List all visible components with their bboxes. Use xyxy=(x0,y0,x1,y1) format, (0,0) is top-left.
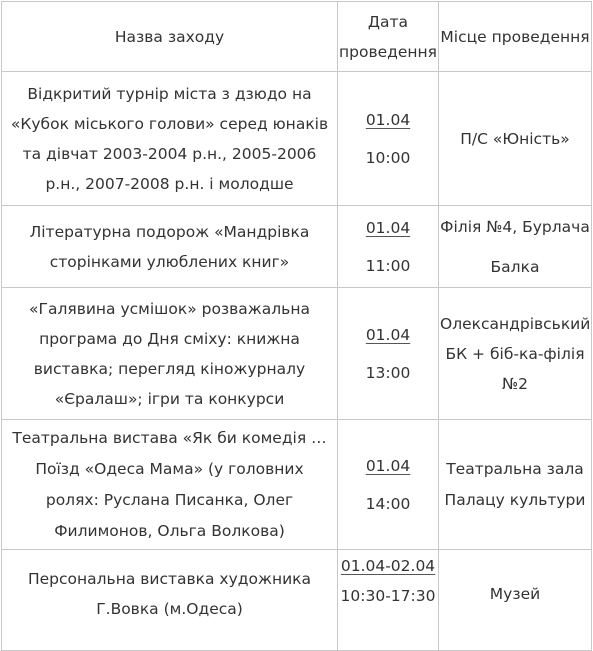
event-name: «Галявина усмішок» розважальна програма до Дня сміху: книжна виставка; перегляд кіножурналу «Єралаш»; ігри та конкурси xyxy=(2,288,338,420)
event-name: Відкритий турнір міста з дзюдо на «Кубок міського голови» серед юнаків та дівчат 2003-2004 р.н., 2005-2006 р.н., 2007-2008 р.н. і молодше xyxy=(2,72,338,206)
header-date: Дата проведення xyxy=(338,2,439,72)
event-place: П/С «Юність» xyxy=(439,72,592,206)
event-datetime xyxy=(338,206,439,288)
event-name: Літературна подорож «Мандрівка сторінками улюблених книг» xyxy=(2,206,338,288)
event-date: 01.04 xyxy=(365,456,411,475)
event-place: Філія №4, Бурлача Балка xyxy=(439,206,592,288)
event-name: Театральна вистава «Як би комедія … Поїзд «Одеса Мама» (у головних ролях: Руслана Писанка, Олег Филимонов, Ольга Волкова) xyxy=(2,420,338,550)
table-row xyxy=(2,420,592,550)
event-date: 01.04-02.04 xyxy=(340,557,436,575)
events-table-container xyxy=(1,1,592,651)
event-datetime xyxy=(338,288,439,420)
table-header-row xyxy=(2,2,592,72)
event-time: 11:00 xyxy=(365,256,411,275)
event-time: 13:00 xyxy=(365,363,411,382)
header-place: Місце проведення xyxy=(439,2,592,72)
event-date: 01.04 xyxy=(365,325,411,344)
event-datetime xyxy=(338,420,439,550)
event-place: Музей xyxy=(439,550,592,651)
event-date: 01.04 xyxy=(365,218,411,237)
table-row xyxy=(2,288,592,420)
event-time: 10:00 xyxy=(365,148,411,167)
table-row xyxy=(2,206,592,288)
event-time: 10:30-17:30 xyxy=(340,587,436,605)
event-place: Олександрівський БК + біб-ка-філія №2 xyxy=(439,288,592,420)
event-datetime xyxy=(338,72,439,206)
event-date: 01.04 xyxy=(365,110,411,129)
table-row xyxy=(2,550,592,651)
event-datetime xyxy=(338,550,439,651)
event-time: 14:00 xyxy=(365,494,411,513)
events-table xyxy=(1,1,592,651)
header-event-name: Назва заходу xyxy=(2,2,338,72)
event-name: Персональна виставка художника Г.Вовка (м.Одеса) xyxy=(2,550,338,651)
table-row xyxy=(2,72,592,206)
event-place: Театральна зала Палацу культури xyxy=(439,420,592,550)
